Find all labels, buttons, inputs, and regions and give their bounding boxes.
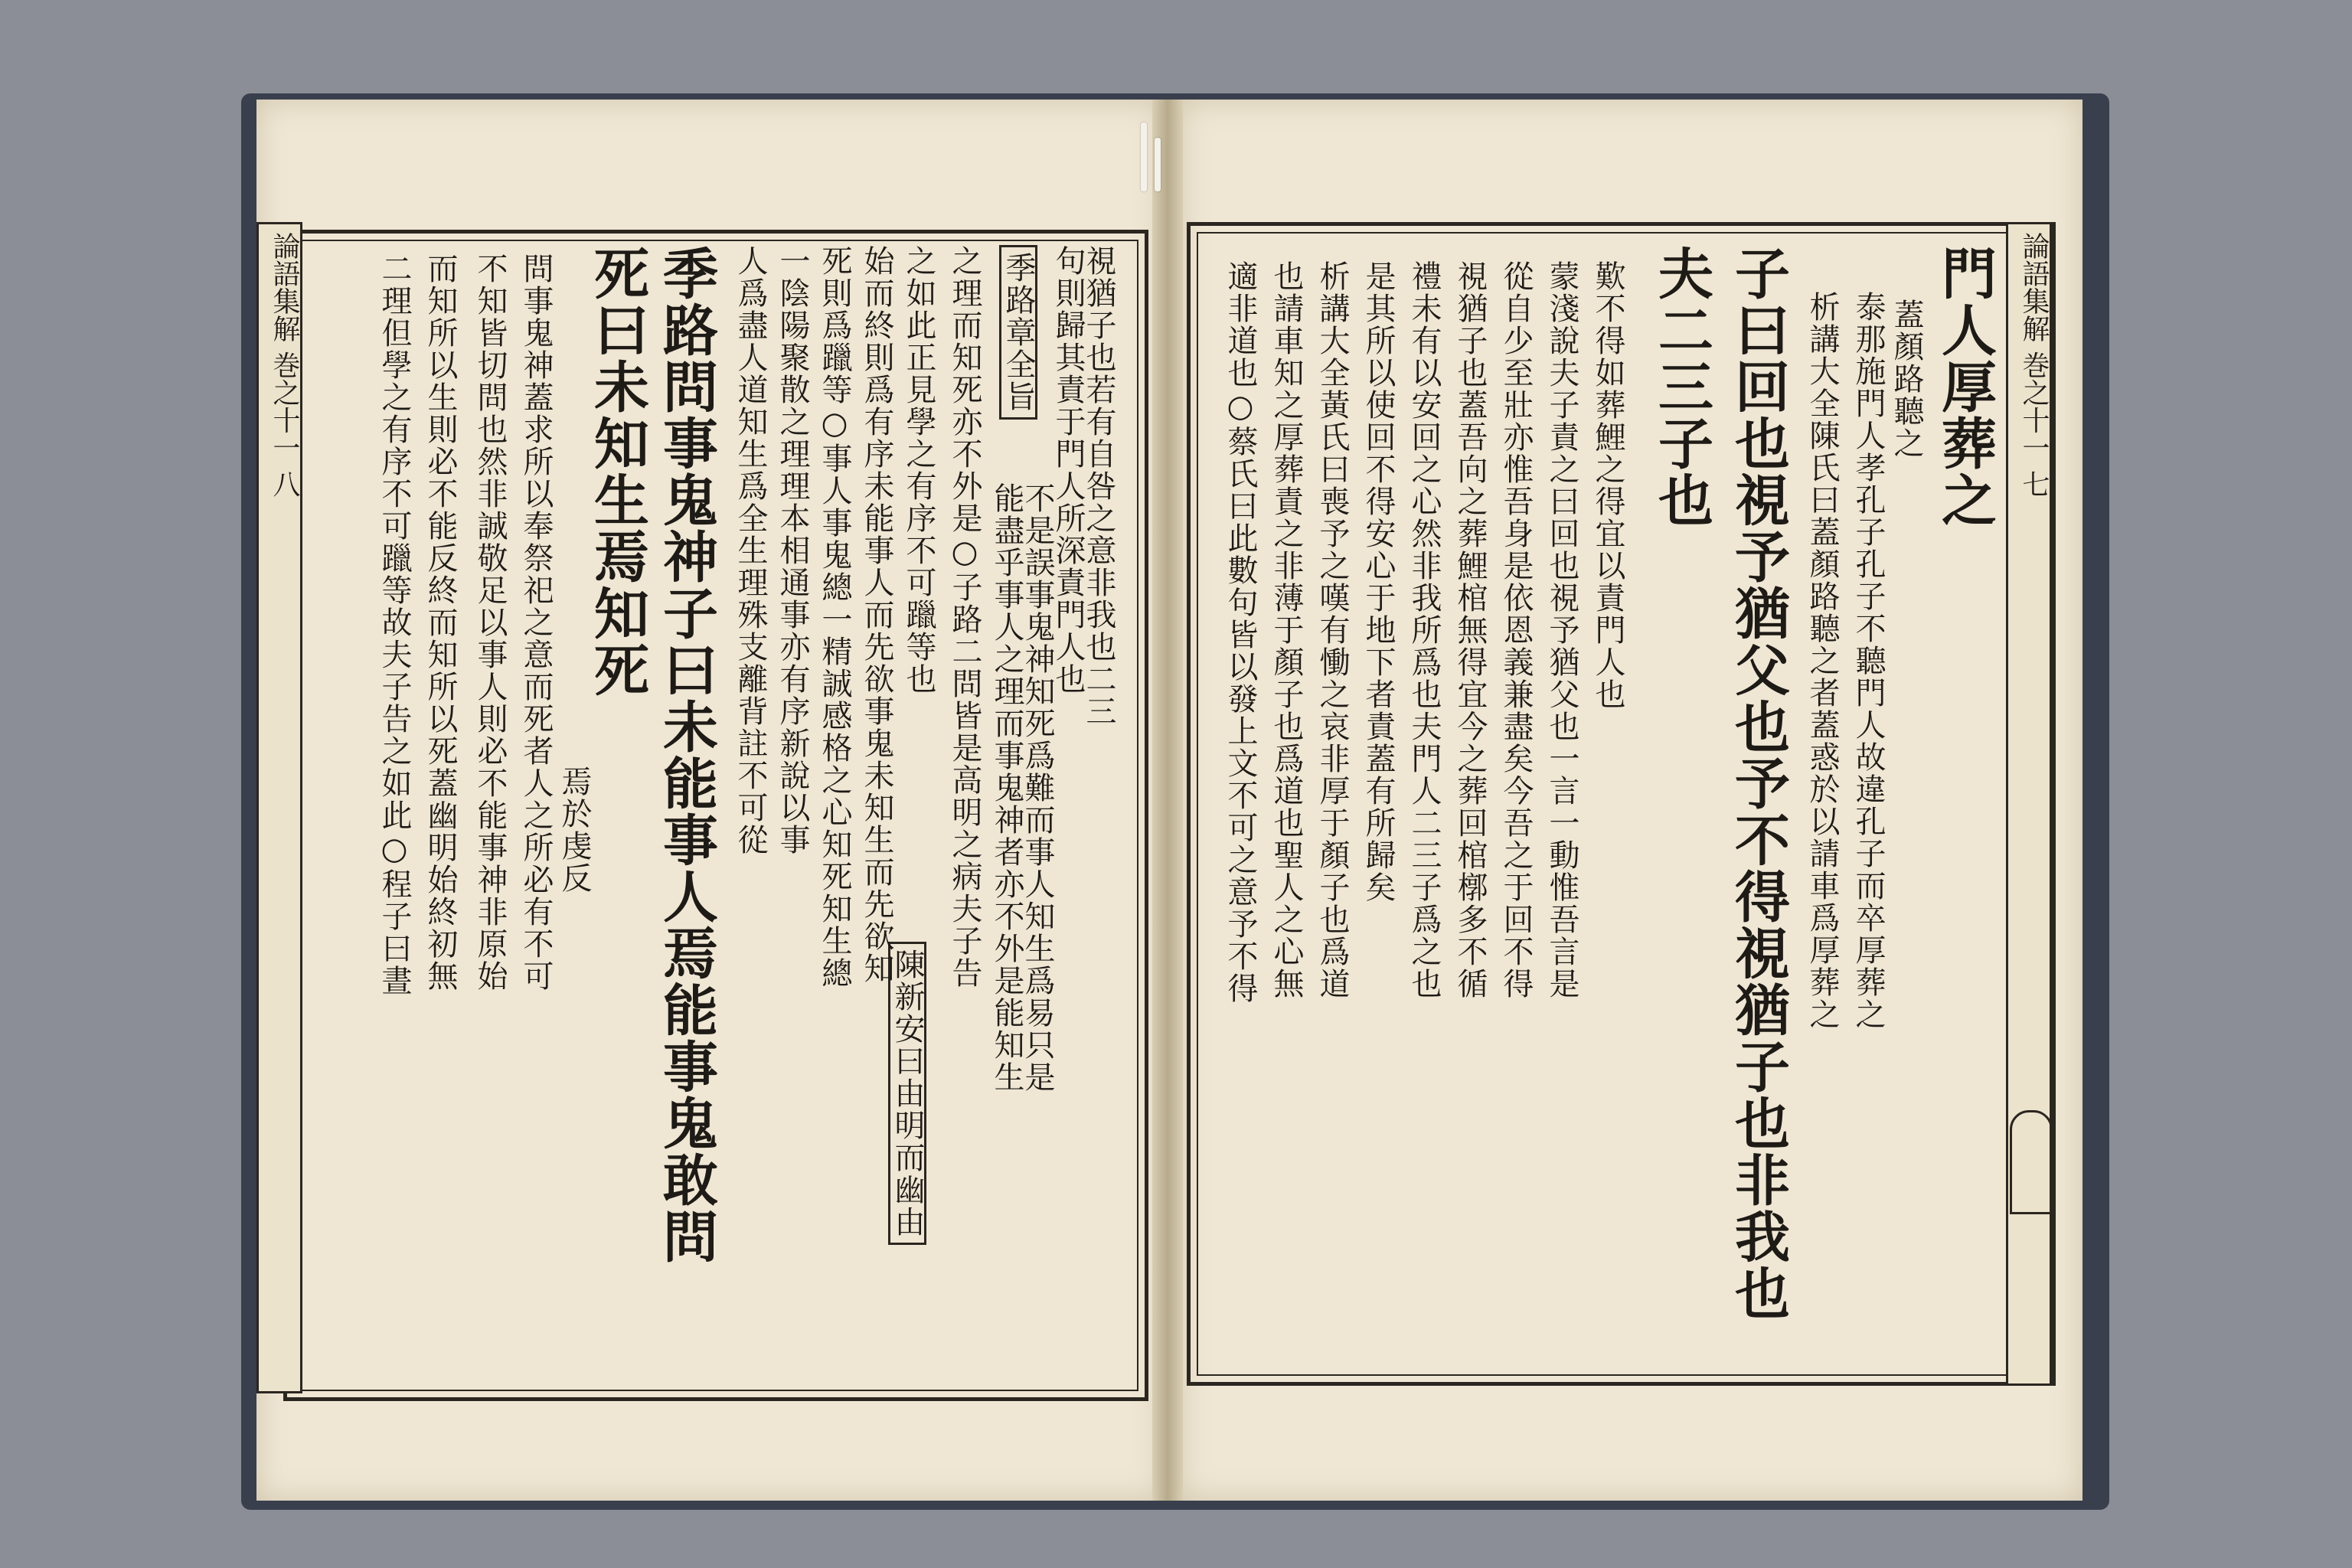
text-column: 之理而知死亦不外是○子路二問皆是高明之病夫子告 [947, 245, 982, 989]
binding-thread [1141, 122, 1147, 191]
text-column: 視猶子也蓋吾向之葬鯉棺無得宜今之葬回棺槨多不循 [1452, 260, 1488, 1000]
section-label: 季路章全旨 [999, 245, 1037, 420]
margin-book-title: 論語集解 [2018, 232, 2050, 342]
binding-thread [1155, 138, 1161, 191]
margin-volume: 巻之十一 [2018, 351, 2050, 462]
text-column: 析講大全黃氏曰喪予之嘆有慟之哀非厚于顏子也爲道 [1315, 260, 1350, 1000]
book-gutter [1152, 100, 1183, 1501]
text-column: 不知皆切問也然非誠敬足以事人則必不能事神非原始 [472, 253, 508, 992]
main-text-heading: 子曰回也視予猶父也予不得視猶子也非我也 [1726, 245, 1791, 1321]
pronunciation-note: 焉於虔反 [557, 766, 592, 894]
fold-mark [2010, 1110, 2053, 1214]
text-column: 能盡乎事人之理而事鬼神者亦不外是能知生 [989, 482, 1024, 1093]
main-text-heading: 死曰未知生焉知死 [585, 245, 650, 698]
text-column: 從自少至壯亦惟吾身是依恩義兼盡矣今吾之于回不得 [1498, 260, 1534, 1000]
text-column: 禮未有以安回之心然非我所爲也夫門人二三子爲之也 [1406, 260, 1442, 1000]
text-column: 視猶子也若有自咎之意非我也二三 [1081, 245, 1116, 727]
text-column: 句則歸其責于門人所深責門人也 [1050, 245, 1086, 695]
margin-folio: 八 [269, 469, 300, 498]
margin-volume: 巻之十一 [269, 351, 300, 462]
margin-folio: 七 [2018, 469, 2050, 498]
main-text-heading: 門人厚葬之 [1932, 245, 1998, 528]
text-column: 析講大全陳氏曰蓋顏路聽之者蓋惑於以請車爲厚葬之 [1805, 291, 1840, 1031]
margin-book-title: 論語集解 [269, 232, 300, 342]
left-margin-strip [256, 222, 302, 1393]
text-column: 適非道也○蔡氏曰此數句皆以發上文不可之意予不得 [1223, 260, 1258, 1004]
main-text-heading: 季路問事鬼神子曰未能事人焉能事鬼敢問 [654, 245, 719, 1265]
text-column: 不是誤事鬼神知死爲難而事人知生爲易只是 [1020, 482, 1055, 1093]
text-column: 之如此正見學之有序不可躐等也 [901, 245, 936, 695]
text-column: 是其所以使回不得安心于地下者責蓋有所歸矣 [1361, 260, 1396, 903]
text-column: 歎不得如葬鯉之得宜以責門人也 [1590, 260, 1625, 710]
text-column: 二理但學之有序不可躐等故夫子告之如此○程子曰晝 [377, 253, 412, 997]
text-column: 蒙淺說夫子責之曰回也視予猶父也一言一動惟吾言是 [1544, 260, 1579, 1000]
text-column: 而知所以生則必不能反終而知所以死蓋幽明始終初無 [423, 253, 458, 992]
main-text-heading: 夫二三子也 [1649, 245, 1714, 528]
text-column: 一陰陽聚散之理理本相通事亦有序新說以事 [775, 245, 810, 856]
text-column: 死則爲躐等○事人事鬼總一精誠感格之心知死知生總 [817, 245, 852, 989]
text-column: 泰那施門人孝孔子孔子不聽門人故違孔子而卒厚葬之 [1851, 291, 1886, 1031]
text-column: 問事鬼神蓋求所以奉祭祀之意而死者人之所必有不可 [518, 253, 554, 992]
text-column: 人爲盡人道知生爲全生理殊支離背註不可從 [733, 245, 768, 856]
text-column: 也請車知之厚葬責之非薄于顏子也爲道也聖人之心無 [1269, 260, 1304, 1000]
commentator-label: 陳新安曰由明而幽由 [888, 942, 926, 1245]
text-column: 始而終則爲有序未能事人而先欲事鬼未知生而先欲知 [859, 245, 894, 985]
text-column: 蓋顏路聽之 [1889, 299, 1924, 459]
